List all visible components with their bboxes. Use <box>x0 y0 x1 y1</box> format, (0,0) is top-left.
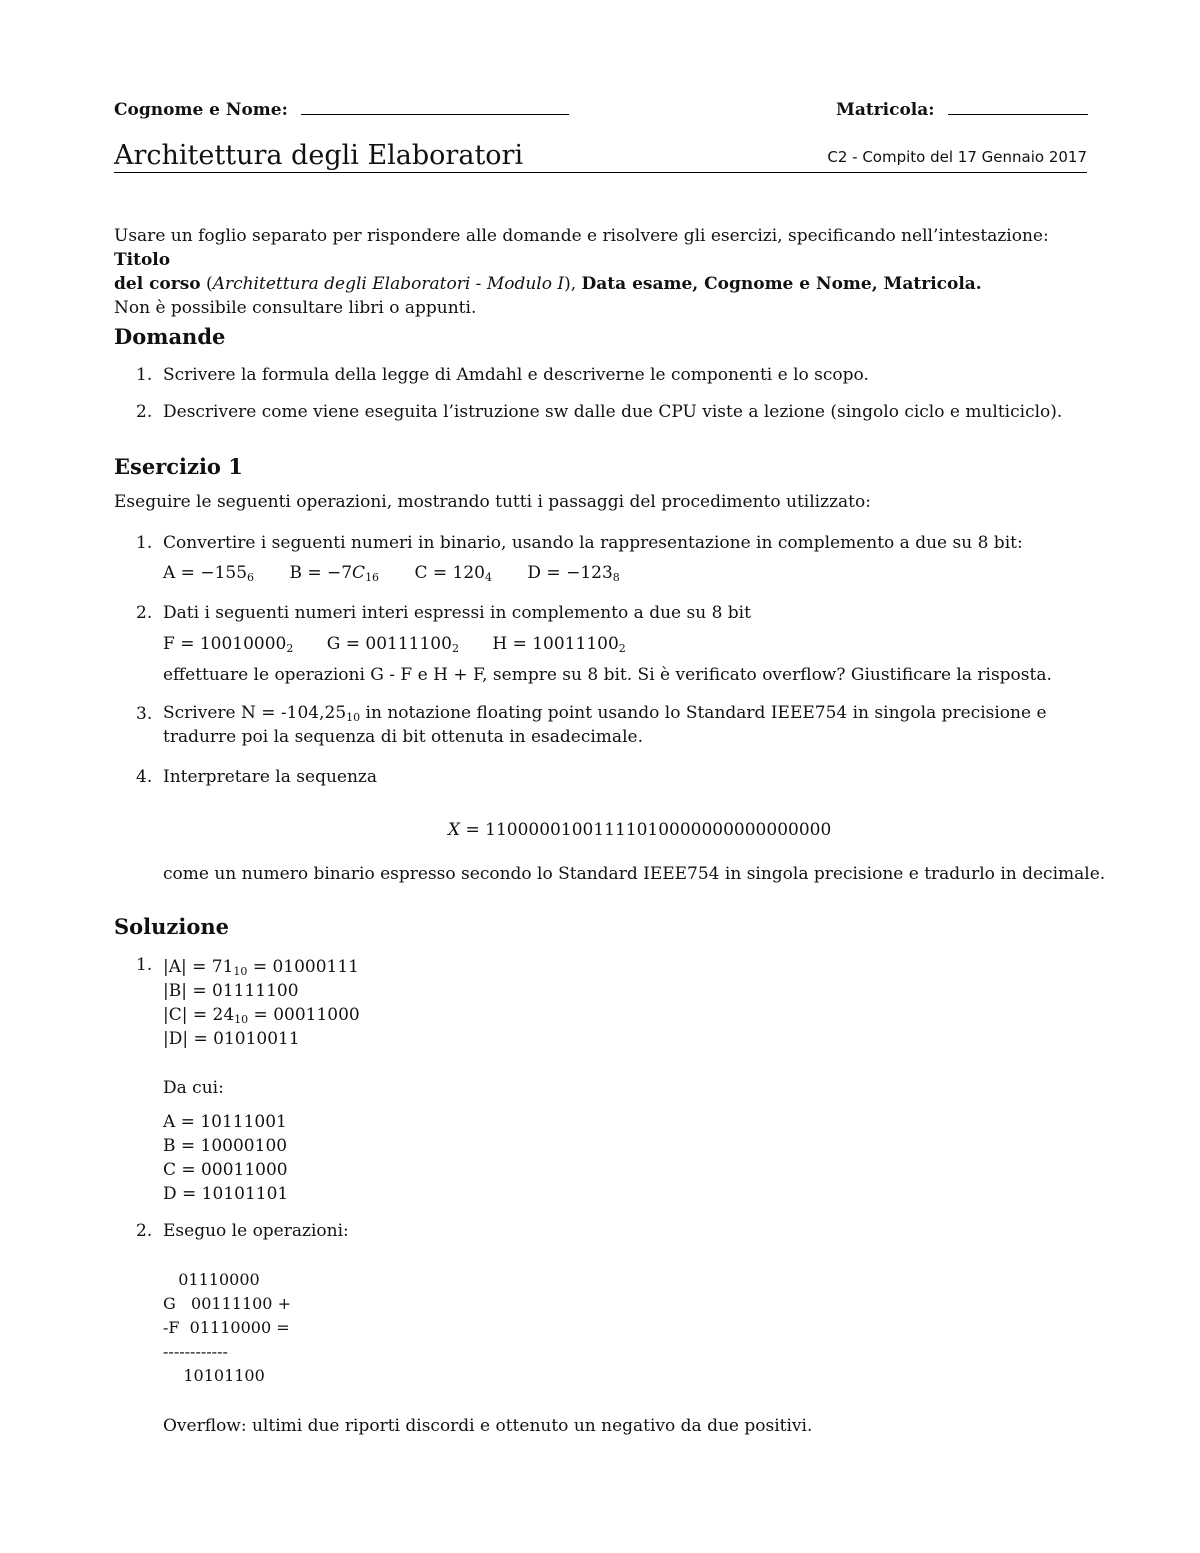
ieee-sequence <box>448 820 831 840</box>
exercise-q3 <box>163 701 1093 749</box>
exam-info: C2 - Compito del 17 Gennaio 2017 <box>827 148 1087 166</box>
calc-line: ------------ <box>163 1342 228 1361</box>
exercise-q1-values <box>163 563 620 583</box>
value-a: A = −155 <box>163 563 248 583</box>
solution-results <box>163 1110 288 1206</box>
question-item: Descrivere come viene eseguita l’istruzione sw dalle due CPU viste a lezione (singolo ciclo e multiciclo). <box>163 402 1063 422</box>
value-h: H = 10011100 <box>492 634 619 654</box>
list-number: 1. <box>136 365 153 385</box>
exercise-q4-after: come un numero binario espresso secondo lo Standard IEEE754 in singola precisione e tradurlo in decimale. <box>163 864 1106 884</box>
overflow-note: Overflow: ultimi due riporti discordi e ottenuto un negativo da due positivi. <box>163 1416 813 1436</box>
name-field <box>114 100 569 120</box>
base-subscript: 2 <box>451 642 459 655</box>
x-var: X <box>448 820 461 840</box>
question-item: Scrivere la formula della legge di Amdahl e descriverne le componenti e lo scopo. <box>163 365 869 385</box>
list-number: 2. <box>136 603 153 623</box>
exercise-q1: Convertire i seguenti numeri in binario, usando la rappresentazione in complemento a due su 8 bit: <box>163 533 1023 553</box>
value-b: B = −7 <box>289 563 353 583</box>
solution-line: = 01000111 <box>247 957 360 977</box>
solution-line: |A| = 71 <box>163 957 234 977</box>
base-subscript: 8 <box>612 571 620 584</box>
list-number: 4. <box>136 767 153 787</box>
solution-result: B = 10000100 <box>163 1136 288 1156</box>
intro-text: Usare un foglio separato per rispondere alle domande e risolvere gli esercizi, specificando nell’intestazione: <box>114 226 1049 246</box>
value-c: C = 120 <box>414 563 485 583</box>
intro-bold: Titolo <box>114 250 171 270</box>
calc-line: 10101100 <box>163 1366 265 1385</box>
name-blank-line[interactable] <box>301 113 569 115</box>
instructions <box>114 224 1089 320</box>
name-label: Cognome e Nome: <box>114 100 288 120</box>
exercise-q2: Dati i seguenti numeri interi espressi in complemento a due su 8 bit <box>163 603 751 623</box>
intro-bold: del corso <box>114 274 201 294</box>
exercise-q2-values <box>163 634 626 654</box>
section-heading-domande: Domande <box>114 324 226 349</box>
value-b-var: C <box>352 563 366 583</box>
solution-da-cui: Da cui: <box>163 1078 224 1098</box>
matricola-field <box>836 100 1088 120</box>
solution-line: = 00011000 <box>248 1005 360 1025</box>
section-heading-soluzione: Soluzione <box>114 914 229 939</box>
base-subscript: 6 <box>247 571 255 584</box>
list-number: 3. <box>136 704 153 724</box>
intro-text: Non è possibile consultare libri o appunti. <box>114 298 477 318</box>
q3-text: in notazione floating point usando lo Standard IEEE754 in singola precisione e tradurre poi la sequenza di bit ottenuta in esadecimale. <box>163 703 1047 747</box>
course-title: Architettura degli Elaboratori <box>114 140 524 171</box>
intro-italic: Architettura degli Elaboratori - Modulo I <box>212 274 565 294</box>
section-heading-esercizio: Esercizio 1 <box>114 454 243 479</box>
value-f: F = 10010000 <box>163 634 287 654</box>
base-subscript: 16 <box>365 571 380 584</box>
value-g: G = 00111100 <box>326 634 452 654</box>
base-subscript: 2 <box>286 642 294 655</box>
calc-line: G 00111100 + <box>163 1294 291 1313</box>
solution-result: A = 10111001 <box>163 1112 287 1132</box>
x-value: = 11000001001111010000000000000000 <box>460 820 832 840</box>
solution-line: |D| = 01010011 <box>163 1029 300 1049</box>
q3-text: Scrivere N = -104,25 <box>163 703 347 723</box>
solution-ops-intro: Eseguo le operazioni: <box>163 1221 349 1241</box>
base-subscript: 10 <box>346 711 361 724</box>
base-subscript: 2 <box>618 642 626 655</box>
matricola-label: Matricola: <box>836 100 935 120</box>
value-d: D = −123 <box>527 563 613 583</box>
exercise-q4: Interpretare la sequenza <box>163 767 378 787</box>
base-subscript: 10 <box>233 965 248 978</box>
subtraction-calculation <box>163 1268 291 1388</box>
intro-text: ( <box>200 274 213 294</box>
calc-line: 01110000 <box>163 1270 260 1289</box>
base-subscript: 10 <box>234 1013 249 1026</box>
list-number: 1. <box>136 533 153 553</box>
solution-magnitudes <box>163 955 360 1051</box>
exercise-intro: Eseguire le seguenti operazioni, mostrando tutti i passaggi del procedimento utilizzato: <box>114 492 871 512</box>
list-number: 1. <box>136 955 153 975</box>
solution-line: |C| = 24 <box>163 1005 235 1025</box>
calc-line: -F 01110000 = <box>163 1318 290 1337</box>
base-subscript: 4 <box>484 571 492 584</box>
intro-text: ), <box>564 274 582 294</box>
exercise-q2-ops: effettuare le operazioni G - F e H + F, sempre su 8 bit. Si è verificato overflow? Giustificare la risposta. <box>163 665 1052 685</box>
intro-bold: Data esame, Cognome e Nome, Matricola. <box>581 274 982 294</box>
list-number: 2. <box>136 1221 153 1241</box>
solution-result: D = 10101101 <box>163 1184 289 1204</box>
solution-line: |B| = 01111100 <box>163 981 299 1001</box>
title-bar <box>114 140 1087 173</box>
list-number: 2. <box>136 402 153 422</box>
matricola-blank-line[interactable] <box>948 113 1088 115</box>
solution-result: C = 00011000 <box>163 1160 288 1180</box>
